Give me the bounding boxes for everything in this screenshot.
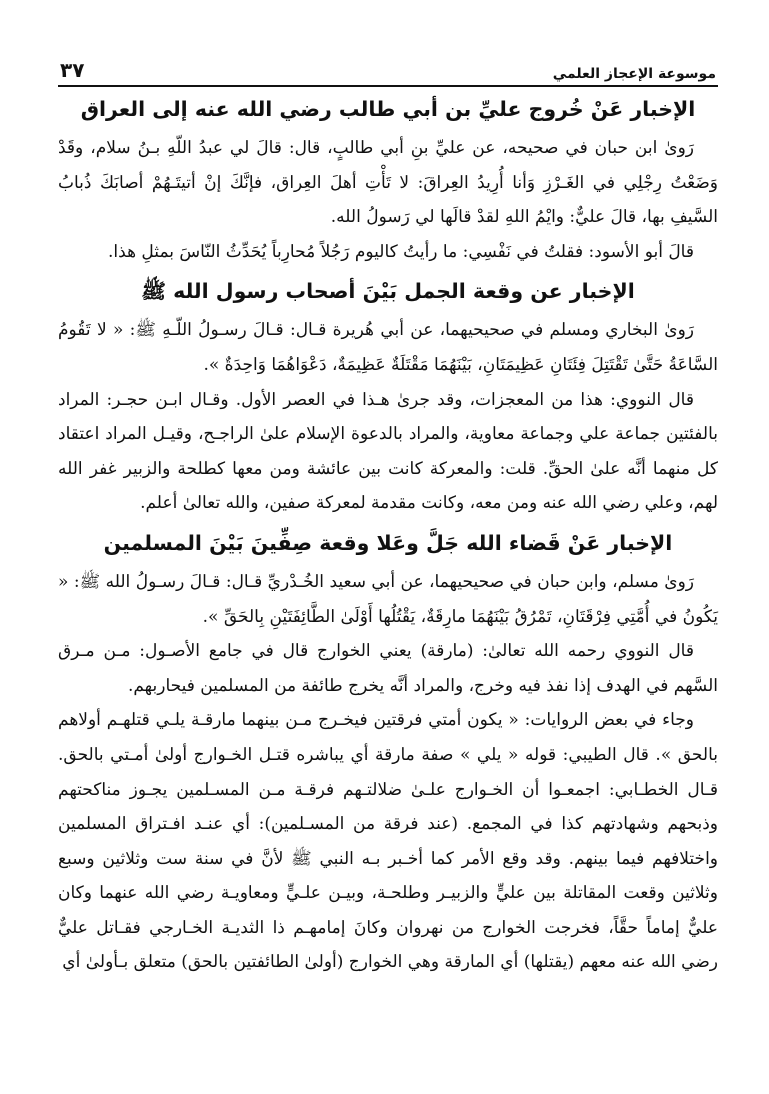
section-title: الإخبار عَنْ خُروج عليِّ بن أبي طالب رضي الله عنه إلى العراق bbox=[80, 97, 696, 121]
section-title: الإخبار عن وقعة الجمل بَيْنَ أصحاب رسول الله ﷺ bbox=[141, 279, 635, 304]
section-battle-camel bbox=[58, 269, 718, 521]
paragraph: قال النووي رحمه الله تعالىٰ: (مارقة) يعني الخوارج قال في جامع الأصـول: مـن مـرق السَّهم في الهدف إذا نفذ فيه وخرج، والمراد أنَّه يخرج طائفة من المسلمين فيحاربهم. bbox=[58, 641, 718, 696]
paragraph: رَوىٰ ابن حبان في صحيحه، عن عليِّ بنِ أبي طالبٍ، قال: قالَ لي عبدُ اللّهِ بـنُ سلام، وقَدْ وَضَعْتُ رِجْلِي في الغَـرْزِ وَأنا أُرِيدُ العِراقَ: لا تَأْتِ أهلَ العِراق، فإنَّكَ إنْ أتيتَـهُمْ أصابَكَ ذُبابُ السَّيفِ بها، قالَ عليٌّ: وايْمُ اللهِ لقدْ قالَها لي رَسولُ الله. bbox=[58, 138, 718, 228]
paragraph: قال النووي: هذا من المعجزات، وقد جرىٰ هـذا في العصر الأول. وقـال ابـن حجـر: المراد بالفئتين جماعة علي وجماعة معاوية، والمراد بالدعوة الإسلام علىٰ الراجـح، وقيـل المراد اعتقاد كل منهما أنَّه علىٰ الحقِّ. قلت: والمعركة كانت بين عائشة ومن معها كطلحة والزبير غفر الله لهم، وعلي رضي الله عنه ومن معه، وكانت مقدمة لمعركة صفين، والله تعالىٰ أعلم. bbox=[58, 389, 718, 514]
paragraph: قالَ أبو الأسود: فقلتُ في نَفْسِي: ما رأيتُ كاليوم رَجُلاً مُحارِباً يُحَدِّثُ النّاسَ بمثلِ هذا. bbox=[108, 241, 694, 262]
section-siffin bbox=[58, 521, 718, 980]
running-header bbox=[58, 52, 718, 87]
paragraph: رَوىٰ مسلم، وابن حبان في صحيحيهما، عن أبي سعيد الخُـدْريِّ قـال: قـالَ رسـولُ الله ﷺ: « يَكُونُ في أُمَّتِي فِرْقَتَانِ، تَمْرُقُ بَيْنَهُمَا مارِقَةٌ، يَقْتُلُها أَوْلَىٰ الطَّائِفَتَيْنِ بِالحَقِّ ». bbox=[58, 571, 718, 627]
running-title: موسوعة الإعجاز العلمي bbox=[552, 66, 716, 82]
page-number: ٣٧ bbox=[60, 58, 85, 82]
paragraph: رَوىٰ البخاري ومسلم في صحيحيهما، عن أبي هُريرة قـال: قـالَ رسـولُ اللّـهِ ﷺ: « لا تَقُومُ السَّاعَةُ حَتَّىٰ تَقْتَتِلَ فِئَتَانِ عَظِيمَتَانِ، بَيْنَهُمَا مَقْتَلَةٌ عَظِيمَةٌ، دَعْوَاهُمَا وَاحِدَةٌ ». bbox=[58, 320, 718, 375]
book-page bbox=[58, 52, 718, 1082]
section-title: الإخبار عَنْ قَضاء الله جَلَّ وعَلا وقعة صِفِّينَ بَيْنَ المسلمين bbox=[103, 530, 673, 555]
section-ali-iraq bbox=[58, 87, 718, 269]
paragraph: وجاء في بعض الروايات: « يكون أمتي فرقتين فيخـرج مـن بينهما مارقـة يلـي قتلهـم أولاهم بالحق ». قال الطيبي: قوله « يلي » صفة مارقة أي يباشره قتـل الخـوارج أولىٰ أمـتي بالحق. قـال الخطـابي: اجمعـوا أن الخـوارج علـىٰ ضلالتـهم فرقـة مـن المسـلمين يجـوز مناكحتهم وذبحهم وشهادتهم كذا في المجمع. (عند فرقة من المسـلمين): أي عنـد افـتراق المسلمين واختلافهم فيما بينهم. وقد وقع الأمر كما أخـبر بـه النبي ﷺ لأنَّ في سنة ست وثلاثين وسبع وثلاثين وقعت المقاتلة بين عليٍّ والزبيـر وطلحـة، وبيـن علـيٍّ ومعاويـة رضي الله عنهما وكان عليٌّ إماماً حقَّاً، فخرجت الخوارج من نهروان وكانَ إمامهـم ذا الثديـة الخـارجي فقـاتل عليٌّ رضي الله عنه معهم (يقتلها) أي المارقة وهي الخوارج (أولىٰ الطائفتين بالحق) متعلق بـأولىٰ أي bbox=[58, 710, 718, 973]
